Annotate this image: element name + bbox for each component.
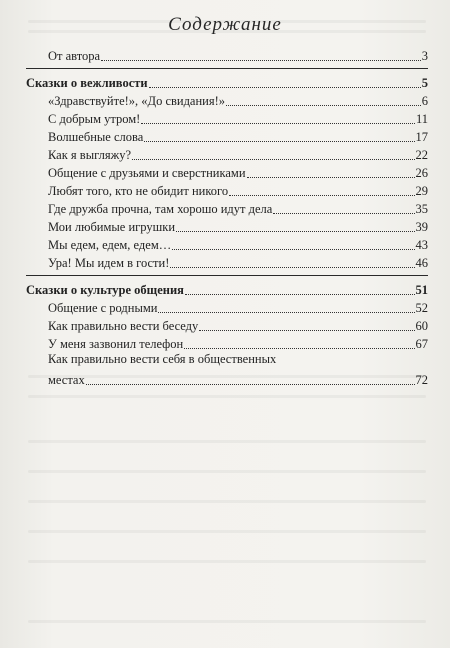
- leader-dots: [185, 294, 415, 295]
- toc-entry: [26, 370, 428, 388]
- toc-entry: [26, 298, 428, 316]
- leader-dots: [132, 159, 414, 160]
- show-through-text: [28, 395, 426, 398]
- toc-entry-page: 52: [415, 301, 428, 315]
- section-divider: [26, 275, 428, 276]
- section-title: Сказки о вежливости: [26, 76, 148, 90]
- leader-dots: [141, 123, 415, 124]
- toc-entry-title: Мы едем, едем, едем…: [48, 238, 172, 252]
- leader-dots: [226, 105, 421, 106]
- toc-entry-title: Где дружба прочна, там хорошо идут дела: [48, 202, 273, 216]
- show-through-text: [28, 500, 426, 503]
- show-through-text: [28, 620, 426, 623]
- toc-entry-page: 67: [415, 337, 428, 351]
- toc-entry-title: Ура! Мы идем в гости!: [48, 256, 170, 270]
- toc-entry-title: Общение с родными: [48, 301, 158, 315]
- leader-dots: [199, 330, 414, 331]
- toc-entry-page: 43: [415, 238, 428, 252]
- toc-entry-title: Как я выгляжу?: [48, 148, 132, 162]
- leader-dots: [170, 267, 414, 268]
- toc-entry: [26, 235, 428, 253]
- toc-entry-page: 22: [415, 148, 428, 162]
- toc-entry-page: 29: [415, 184, 428, 198]
- toc-entry-title: У меня зазвонил телефон: [48, 337, 184, 351]
- leader-dots: [149, 87, 421, 88]
- toc-entry-title: «Здравствуйте!», «До свидания!»: [48, 94, 226, 108]
- toc-entry: [26, 253, 428, 271]
- toc-entry: [26, 163, 428, 181]
- toc-entry: [26, 145, 428, 163]
- toc-entry-title: Волшебные слова: [48, 130, 144, 144]
- show-through-text: [28, 560, 426, 563]
- toc-entry: [26, 316, 428, 334]
- toc-entry: [26, 91, 428, 109]
- toc-entry-page: 17: [415, 130, 428, 144]
- toc-entry: [26, 334, 428, 352]
- toc-entry-title: С добрым утром!: [48, 112, 141, 126]
- toc-entry: [26, 181, 428, 199]
- leader-dots: [144, 141, 414, 142]
- toc-entry-page: 72: [415, 373, 428, 387]
- show-through-text: [28, 440, 426, 443]
- toc-entry-title-line1: Как правильно вести себя в общественных: [48, 352, 277, 366]
- toc-section-heading: [26, 280, 428, 298]
- leader-dots: [184, 348, 414, 349]
- toc-entry-title-line2: местах: [48, 373, 85, 387]
- table-of-contents: [26, 46, 428, 388]
- leader-dots: [101, 60, 421, 61]
- toc-entry-title: Мои любимые игрушки: [48, 220, 176, 234]
- toc-entry-title: Любят того, кто не обидит никого: [48, 184, 229, 198]
- toc-entry: [26, 217, 428, 235]
- section-page: 5: [421, 76, 428, 90]
- toc-entry-page: 11: [415, 112, 428, 126]
- section-title: Сказки о культуре общения: [26, 283, 184, 297]
- toc-entry-title: От автора: [48, 49, 101, 63]
- toc-entry-page: 35: [415, 202, 428, 216]
- toc-entry-page: 60: [415, 319, 428, 333]
- toc-entry-page: 26: [415, 166, 428, 180]
- toc-entry-title: Как правильно вести беседу: [48, 319, 199, 333]
- leader-dots: [247, 177, 415, 178]
- leader-dots: [86, 384, 415, 385]
- toc-entry-title: Общение с друзьями и сверстниками: [48, 166, 246, 180]
- page-title: Содержание: [168, 14, 282, 35]
- toc-entry: [26, 127, 428, 145]
- toc-entry: [26, 199, 428, 217]
- show-through-text: [28, 530, 426, 533]
- leader-dots: [172, 249, 414, 250]
- toc-entry-page: 6: [421, 94, 428, 108]
- section-page: 51: [415, 283, 428, 297]
- section-divider: [26, 68, 428, 69]
- leader-dots: [176, 231, 414, 232]
- toc-entry-page: 3: [421, 49, 428, 63]
- leader-dots: [229, 195, 414, 196]
- toc-entry-page: 46: [415, 256, 428, 270]
- toc-section-heading: [26, 73, 428, 91]
- toc-entry: [26, 46, 428, 64]
- toc-entry: [26, 109, 428, 127]
- toc-entry-page: 39: [415, 220, 428, 234]
- leader-dots: [273, 213, 414, 214]
- show-through-text: [28, 470, 426, 473]
- leader-dots: [158, 312, 414, 313]
